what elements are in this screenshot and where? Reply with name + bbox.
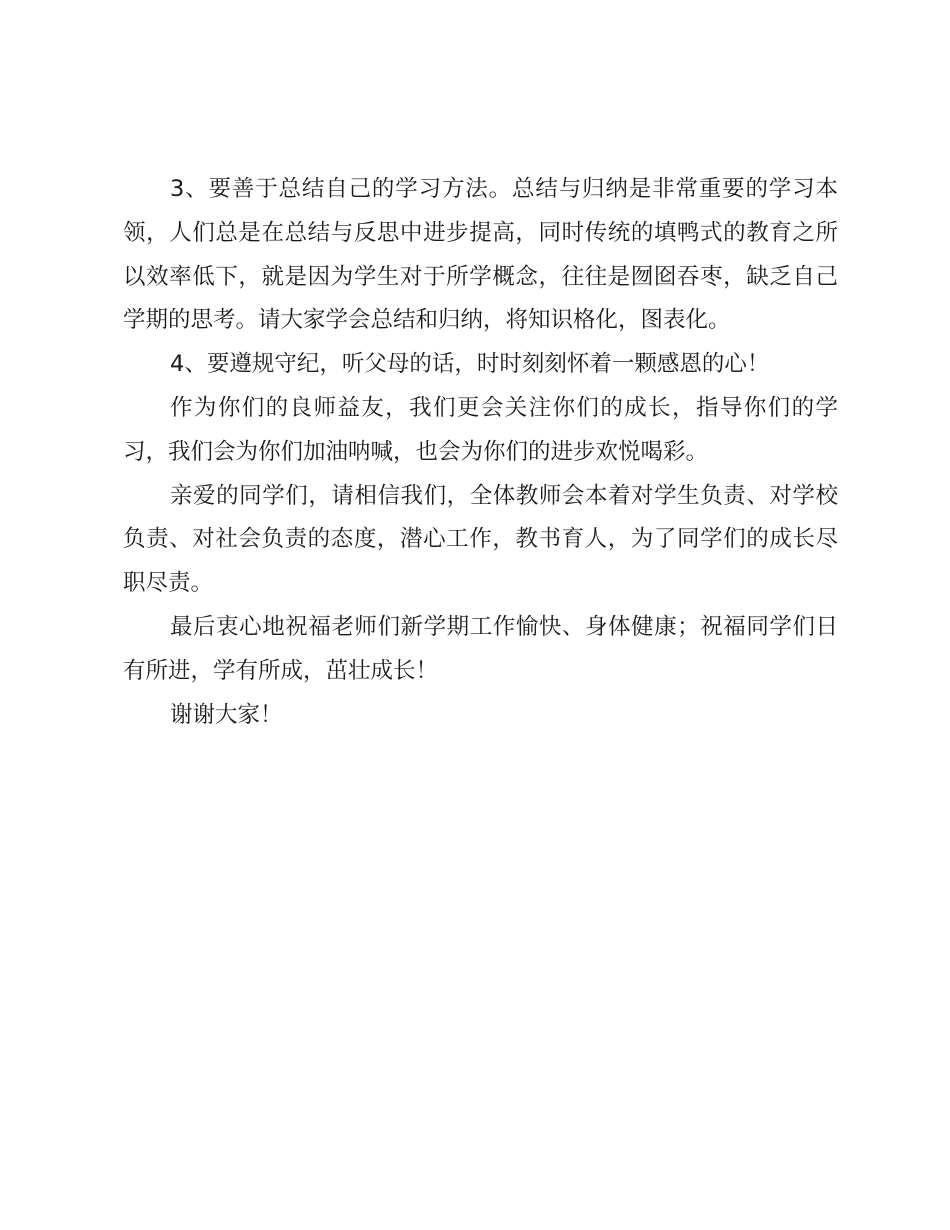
paragraph-teacher-support: 作为你们的良师益友，我们更会关注你们的成长，指导你们的学习，我们会为你们加油呐喊，也会为你们的进步欢悦喝彩。	[123, 394, 838, 465]
paragraph-teacher-commitment: 亲爱的同学们，请相信我们，全体教师会本着对学生负责、对学校负责、对社会负责的态度，潜心工作，教书育人，为了同学们的成长尽职尽责。	[123, 482, 838, 597]
paragraph-blessings: 最后衷心地祝福老师们新学期工作愉快、身体健康；祝福同学们日有所进，学有所成，茁壮成长！	[123, 613, 838, 684]
paragraph-discipline: 4、要遵规守纪，听父母的话，时时刻刻怀着一颗感恩的心！	[170, 351, 770, 378]
closing-thanks: 谢谢大家！	[170, 701, 283, 728]
document-body	[123, 168, 838, 737]
paragraph-study-methods: 3、要善于总结自己的学习方法。总结与归纳是非常重要的学习本领，人们总是在总结与反思中进步提高，同时传统的填鸭式的教育之所以效率低下，就是因为学生对于所学概念，往往是囫囵吞枣，缺乏自己学期的思考。请大家学会总结和归纳，将知识格化，图表化。	[123, 176, 838, 334]
